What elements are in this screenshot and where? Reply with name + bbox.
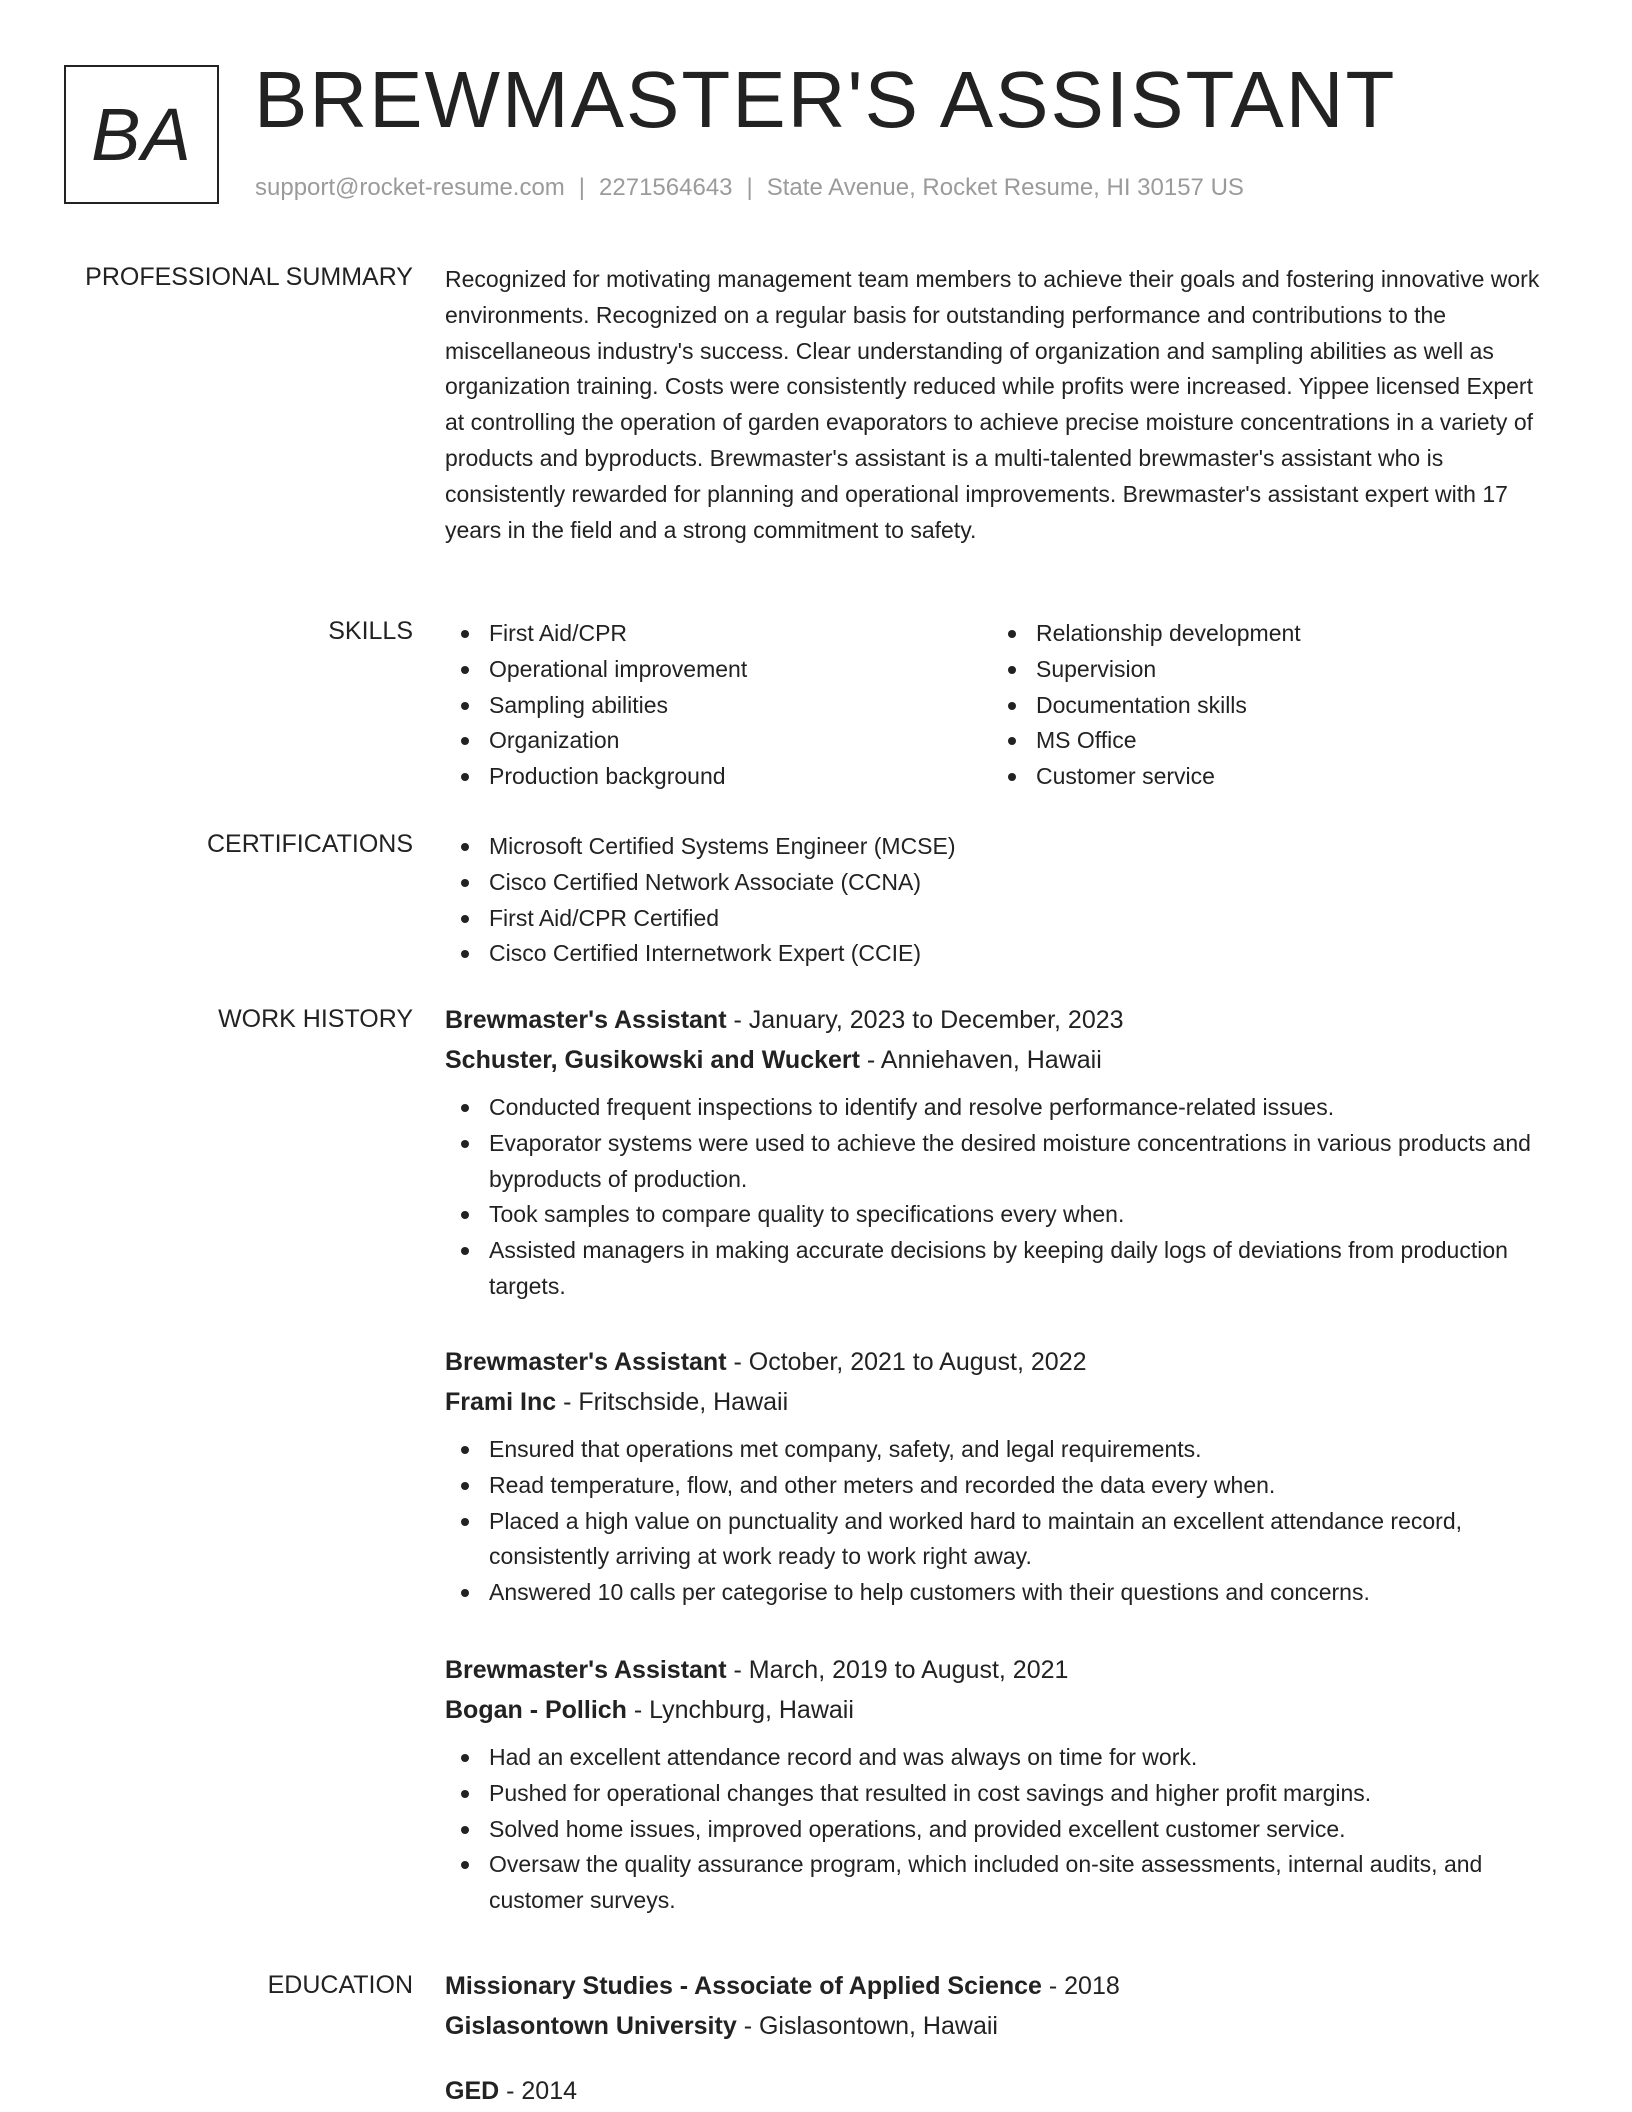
job-dates: - October, 2021 to August, 2022	[726, 1348, 1087, 1376]
section-label-education: EDUCATION	[267, 1971, 413, 1999]
certifications-list	[445, 829, 1555, 972]
job-company-line	[445, 1382, 1555, 1422]
job-title-line	[445, 1342, 1555, 1382]
job-bullet: Assisted managers in making accurate decisions by keeping daily logs of deviations from production targets.	[445, 1233, 1555, 1305]
job-entry	[445, 1650, 1555, 1919]
job-dates: - March, 2019 to August, 2021	[726, 1656, 1069, 1684]
job-title: Brewmaster's Assistant	[445, 1656, 727, 1684]
certification-item: Cisco Certified Network Associate (CCNA)	[445, 865, 1555, 901]
education-degree-line	[445, 1966, 1555, 2006]
education-degree: Missionary Studies - Associate of Applied Science	[445, 1972, 1042, 2000]
contact-phone[interactable]: 2271564643	[599, 174, 733, 201]
job-bullets	[445, 1432, 1555, 1611]
job-dates: - January, 2023 to December, 2023	[726, 1006, 1124, 1034]
education-location: - Gislasontown, Hawaii	[736, 2012, 998, 2040]
job-bullet: Conducted frequent inspections to identify and resolve performance-related issues.	[445, 1090, 1555, 1126]
job-bullet: Oversaw the quality assurance program, which included on-site assessments, internal audits, and customer surveys.	[445, 1847, 1555, 1919]
contact-address: State Avenue, Rocket Resume, HI 30157 US	[766, 174, 1244, 201]
education-year: - 2014	[499, 2077, 578, 2105]
job-bullets	[445, 1090, 1555, 1305]
education-year: - 2018	[1041, 1972, 1120, 2000]
job-location: - Lynchburg, Hawaii	[626, 1696, 854, 1724]
education-entry	[445, 1966, 1555, 2046]
monogram-initials: BA	[91, 93, 192, 176]
skills-content	[445, 616, 1555, 795]
section-label-skills: SKILLS	[328, 617, 413, 645]
skill-item: Customer service	[992, 759, 1539, 795]
education-school-line	[445, 2006, 1555, 2046]
monogram-badge	[64, 65, 219, 204]
skills-list-right	[992, 616, 1539, 795]
job-company: Frami Inc	[445, 1388, 557, 1416]
skill-item: Relationship development	[992, 616, 1539, 652]
contact-email[interactable]: support@rocket-resume.com	[255, 174, 565, 201]
job-company-line	[445, 1690, 1555, 1730]
skill-item: MS Office	[992, 723, 1539, 759]
education-school: Gislasontown University	[445, 2012, 737, 2040]
contact-separator: |	[578, 174, 586, 201]
section-label-certifications: CERTIFICATIONS	[206, 830, 413, 858]
job-company: Schuster, Gusikowski and Wuckert	[445, 1046, 860, 1074]
certification-item: Cisco Certified Internetwork Expert (CCIE)	[445, 936, 1555, 972]
job-title: Brewmaster's Assistant	[445, 1348, 727, 1376]
job-bullet: Answered 10 calls per categorise to help customers with their questions and concerns.	[445, 1575, 1555, 1611]
job-title: Brewmaster's Assistant	[445, 1006, 727, 1034]
section-label-summary: PROFESSIONAL SUMMARY	[85, 263, 413, 291]
job-bullets	[445, 1740, 1555, 1919]
job-location: - Anniehaven, Hawaii	[859, 1046, 1102, 1074]
job-location: - Fritschside, Hawaii	[556, 1388, 789, 1416]
education-degree: GED	[445, 2077, 500, 2105]
skill-item: Production background	[445, 759, 992, 795]
skills-list-left	[445, 616, 992, 795]
skill-item: Supervision	[992, 652, 1539, 688]
job-bullet: Ensured that operations met company, safety, and legal requirements.	[445, 1432, 1555, 1468]
job-bullet: Read temperature, flow, and other meters and recorded the data every when.	[445, 1468, 1555, 1504]
skill-item: First Aid/CPR	[445, 616, 992, 652]
job-entry	[445, 1342, 1555, 1611]
certification-item: First Aid/CPR Certified	[445, 901, 1555, 937]
contact-line	[255, 174, 1244, 202]
job-bullet: Placed a high value on punctuality and worked hard to maintain an excellent attendance record, consistently arriving at work ready to work right away.	[445, 1504, 1555, 1576]
education-degree-line	[445, 2071, 1555, 2111]
certifications-content	[445, 829, 1555, 972]
section-label-work-history: WORK HISTORY	[218, 1005, 413, 1033]
candidate-name: BREWMASTER'S ASSISTANT	[254, 55, 1397, 144]
summary-text: Recognized for motivating management team members to achieve their goals and fostering innovative work environments. Recognized on a regular basis for outstanding performance and contributions to the miscellaneous industry's success. Clear understanding of organization and sampling abilities as well as organization training. Costs were consistently reduced while profits were increased. Yippee licensed Expert at controlling the operation of garden evaporators to achieve precise moisture concentrations in a variety of products and byproducts. Brewmaster's assistant is a multi-talented brewmaster's assistant who is consistently rewarded for planning and operational improvements. Brewmaster's assistant expert with 17 years in the field and a strong commitment to safety.	[445, 266, 1540, 543]
skill-item: Sampling abilities	[445, 688, 992, 724]
job-title-line	[445, 1000, 1555, 1040]
job-bullet: Took samples to compare quality to specifications every when.	[445, 1197, 1555, 1233]
job-entry	[445, 1000, 1555, 1305]
job-company: Bogan - Pollich	[445, 1696, 627, 1724]
job-bullet: Solved home issues, improved operations, and provided excellent customer service.	[445, 1812, 1555, 1848]
education-entry	[445, 2071, 1555, 2111]
job-bullet: Had an excellent attendance record and was always on time for work.	[445, 1740, 1555, 1776]
job-company-line	[445, 1040, 1555, 1080]
skill-item: Operational improvement	[445, 652, 992, 688]
job-bullet: Evaporator systems were used to achieve the desired moisture concentrations in various products and byproducts of production.	[445, 1126, 1555, 1198]
skill-item: Documentation skills	[992, 688, 1539, 724]
job-bullet: Pushed for operational changes that resulted in cost savings and higher profit margins.	[445, 1776, 1555, 1812]
certification-item: Microsoft Certified Systems Engineer (MCSE)	[445, 829, 1555, 865]
job-title-line	[445, 1650, 1555, 1690]
skill-item: Organization	[445, 723, 992, 759]
contact-separator: |	[746, 174, 753, 201]
